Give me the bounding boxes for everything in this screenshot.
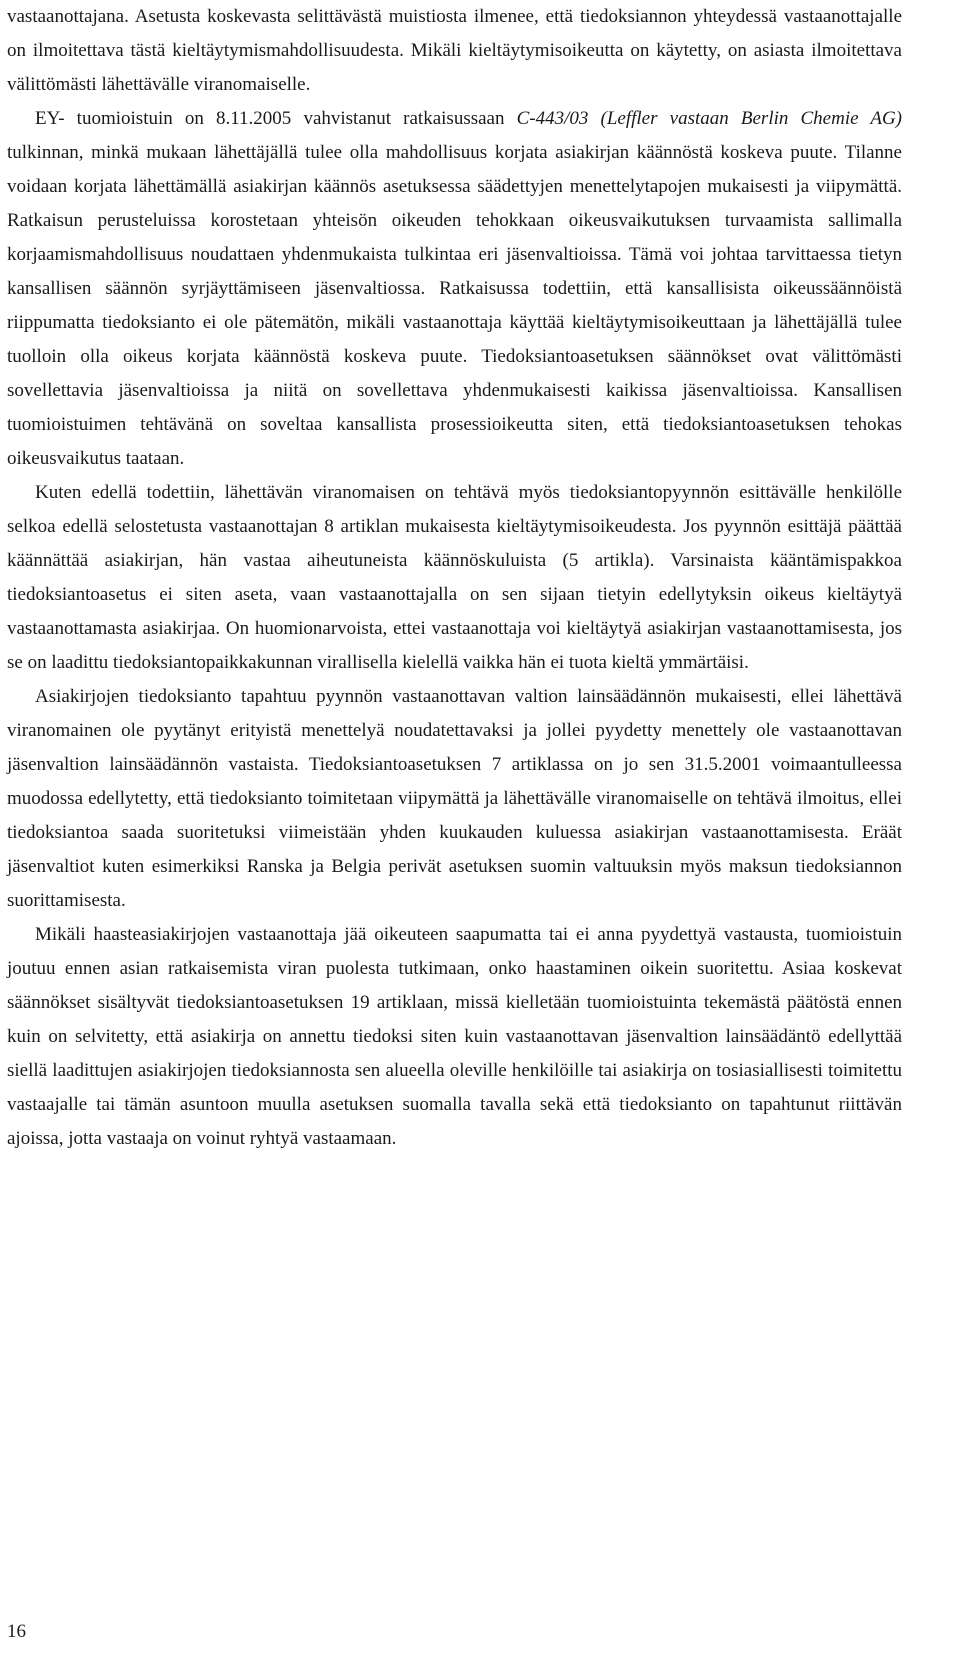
paragraph-1-text: vastaanottajana. Asetusta koskevasta selittävästä muistiosta ilmenee, että tiedoksiannon yhteydessä vastaanottajalle on ilmoitettava tästä kieltäytymismahdollisuudesta. Mikäli kieltäytymisoikeutta on käytetty, on asiasta ilmoitettava välittömästi lähettävälle viranomaiselle. — [7, 6, 902, 95]
paragraph-1 — [7, 0, 902, 102]
paragraph-5-text: Mikäli haasteasiakirjojen vastaanottaja jää oikeuteen saapumatta tai ei anna pyydettyä vastausta, tuomioistuin joutuu ennen asian ratkaisemista viran puolesta tutkimaan, onko haastaminen oikein suoritettu. Asiaa koskevat säännökset sisältyvät tiedoksiantoasetuksen 19 artiklaan, missä kielletään tuomioistuinta tekemästä päätöstä ennen kuin on selvitetty, että asiakirja on annettu tiedoksi siten kuin vastaanottavan jäsenvaltion lainsäädäntö edellyttää siellä laadittujen asiakirjojen tiedoksiannosta sen alueella oleville henkilöille tai asiakirja on tosiasiallisesti toimitettu vastaajalle tai tämän asuntoon muulla asetuksen suomalla tavalla sekä että tiedoksianto on tapahtunut riittävän ajoissa, jotta vastaaja on voinut ryhtyä vastaamaan. — [7, 924, 902, 1149]
paragraph-2-text-b: tulkinnan, minkä mukaan lähettäjällä tulee olla mahdollisuus korjata asiakirjan käännöstä koskeva puute. Tilanne voidaan korjata lähettämällä asiakirjan käännös asetuksessa säädettyjen menettelytapojen mukaisesti ja viipymättä. Ratkaisun perusteluissa korostetaan yhteisön oikeuden tehokkaan oikeusvaikutuksen turvaamista sallimalla korjaamismahdollisuus noudattaen yhdenmukaista tulkintaa eri jäsenvaltioissa. Tämä voi johtaa tarvittaessa tietyn kansallisen säännön syrjäyttämiseen jäsenvaltiossa. Ratkaisussa todettiin, että kansallisista oikeussäännöistä riippumatta tiedoksianto ei ole pätemätön, mikäli vastaanottaja käyttää kieltäytymisoikeuttaan ja lähettäjällä tulee tuolloin olla oikeus korjata käännöstä koskeva puute. Tiedoksiantoasetuksen säännökset ovat välittömästi sovellettavia jäsenvaltioissa ja niitä on sovellettava yhdenmukaisesti kaikissa jäsenvaltioissa. Kansallisen tuomioistuimen tehtävänä on soveltaa kansallista prosessioikeutta siten, että tiedoksiantoasetuksen tehokas oikeusvaikutus taataan. — [7, 142, 902, 469]
paragraph-5 — [7, 918, 902, 1156]
paragraph-3 — [7, 476, 902, 680]
page-number: 16 — [7, 1621, 26, 1642]
paragraph-2 — [7, 102, 902, 476]
paragraph-4-text: Asiakirjojen tiedoksianto tapahtuu pyynnön vastaanottavan valtion lainsäädännön mukaisesti, ellei lähettävä viranomainen ole pyytänyt erityistä menettelyä noudatettavaksi ja jollei pyydetty menettely ole vastaanottavan jäsenvaltion lainsäädännön vastaista. Tiedoksiantoasetuksen 7 artiklassa on jo sen 31.5.2001 voimaantulleessa muodossa edellytetty, että tiedoksianto toimitetaan viipymättä ja lähettävälle viranomaiselle on tehtävä ilmoitus, ellei tiedoksiantoa saada suoritetuksi viimeistään yhden kuukauden kuluessa asiakirjan vastaanottamisesta. Eräät jäsenvaltiot kuten esimerkiksi Ranska ja Belgia perivät asetuksen suomin valtuuksin myös maksun tiedoksiannon suorittamisesta. — [7, 686, 902, 911]
case-citation: C-443/03 (Leffler vastaan Berlin Chemie AG) — [516, 108, 902, 129]
paragraph-4 — [7, 680, 902, 918]
paragraph-2-text-a: EY- tuomioistuin on 8.11.2005 vahvistanut ratkaisussaan — [35, 108, 517, 129]
document-page — [7, 0, 902, 1156]
paragraph-3-text: Kuten edellä todettiin, lähettävän viranomaisen on tehtävä myös tiedoksiantopyynnön esittävälle henkilölle selkoa edellä selostetusta vastaanottajan 8 artiklan mukaisesta kieltäytymisoikeudesta. Jos pyynnön esittäjä päättää käännättää asiakirjan, hän vastaa aiheutuneista käännöskuluista (5 artikla). Varsinaista kääntämispakkoa tiedoksiantoasetus ei siten aseta, vaan vastaanottajalla on sen sijaan tietyin edellytyksin oikeus kieltäytyä vastaanottamasta asiakirjaa. On huomionarvoista, ettei vastaanottaja voi kieltäytyä asiakirjan vastaanottamisesta, jos se on laadittu tiedoksiantopaikkakunnan virallisella kielellä vaikka hän ei tuota kieltä ymmärtäisi. — [7, 482, 902, 673]
